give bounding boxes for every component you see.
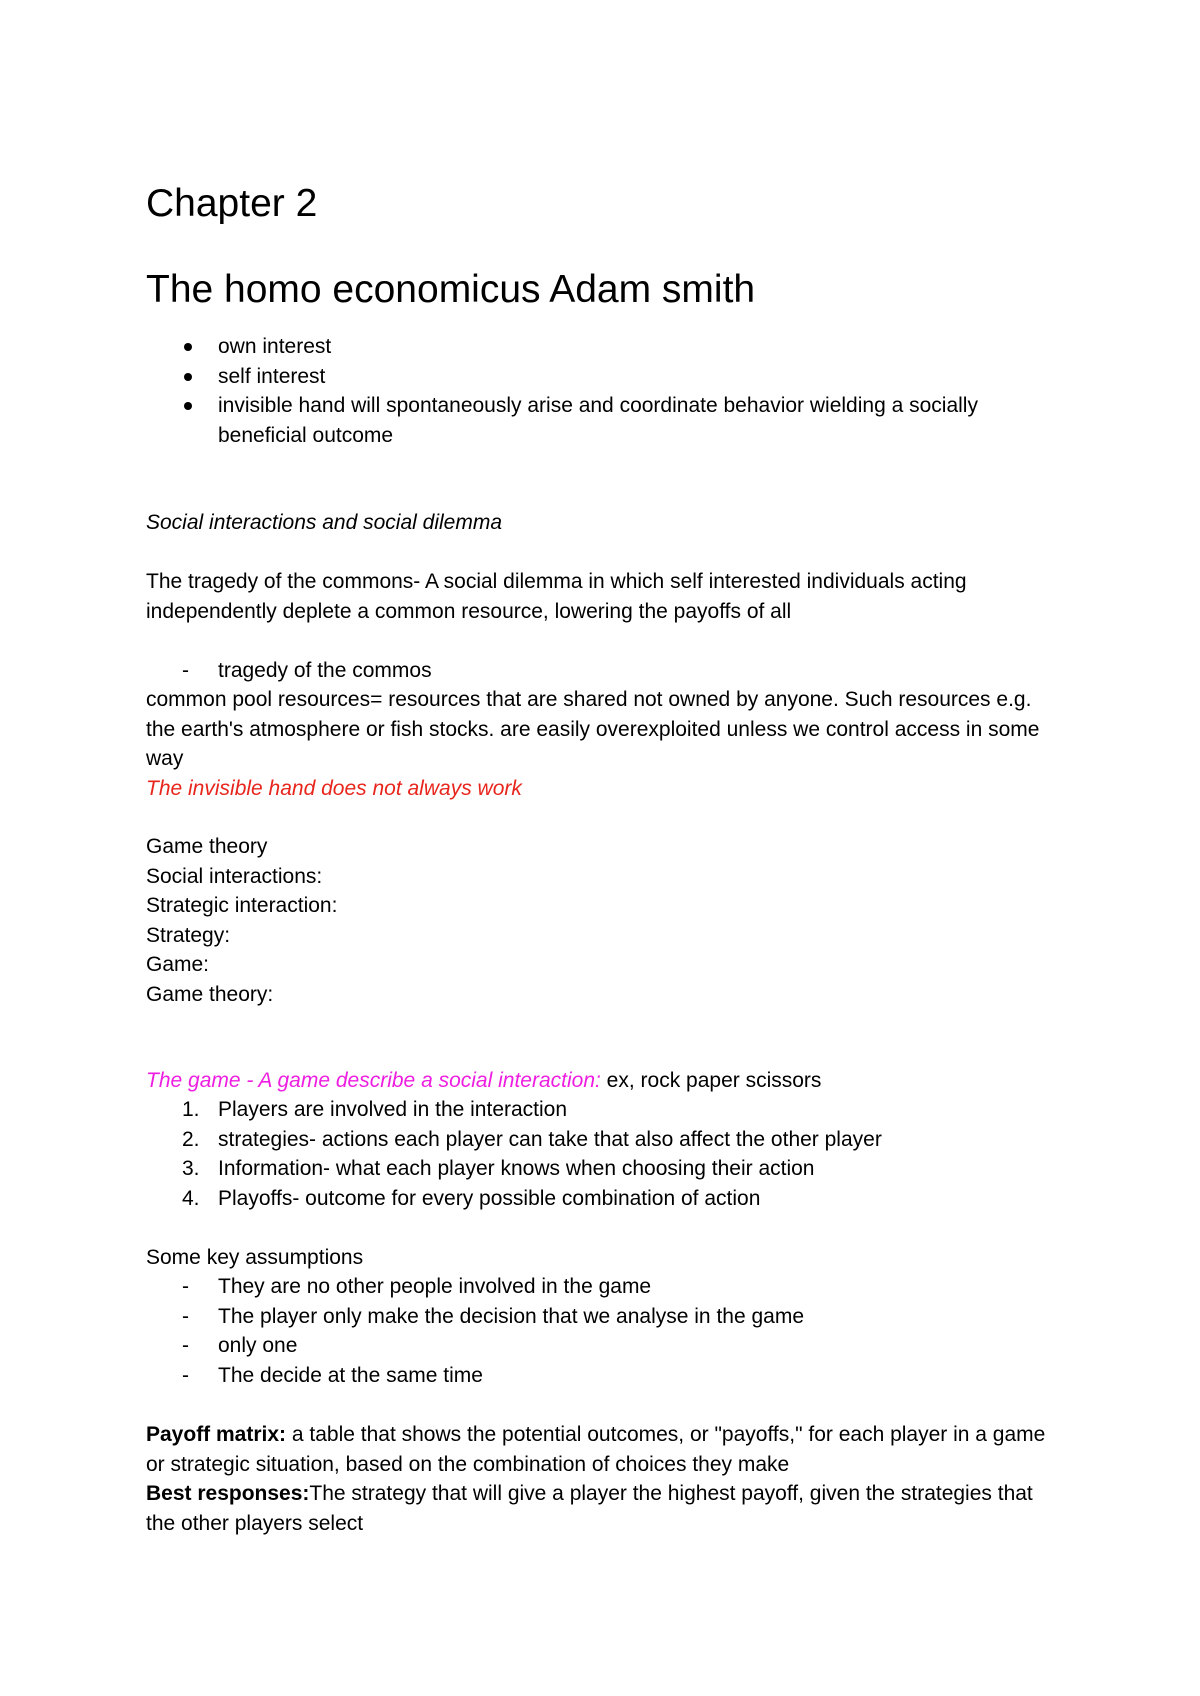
- dash-marker: -: [182, 1275, 189, 1298]
- section-heading-social: Social interactions and social dilemma: [146, 511, 503, 534]
- list-item: [146, 1154, 1066, 1184]
- number-marker: 2.: [182, 1127, 200, 1151]
- number-marker: 1.: [182, 1098, 200, 1121]
- list-item-text: strategies- actions each player can take that also affect the other player: [218, 1127, 882, 1151]
- list-item-text: tragedy of the commos: [218, 659, 432, 682]
- best-term: Best responses:: [146, 1482, 310, 1505]
- best-definition-text: The strategy that will give a player the highest payoff, given the strategies that the other players select: [146, 1482, 1033, 1535]
- list-item: [146, 332, 1066, 362]
- payoff-term: Payoff matrix:: [146, 1423, 287, 1446]
- list-item-text: invisible hand will spontaneously arise and coordinate behavior wielding a socially beneficial outcome: [218, 394, 978, 447]
- payoff-definition-text: a table that shows the potential outcomes, or "payoffs," for each player in a game or strategic situation, based on the combination of choices they make: [146, 1423, 1046, 1476]
- number-marker: 3.: [182, 1157, 200, 1180]
- list-item-text: self interest: [218, 364, 326, 388]
- intro-bullet-list: [146, 332, 1066, 450]
- game-heading: [146, 1066, 1066, 1096]
- list-item-text: only one: [218, 1334, 298, 1357]
- list-item: [146, 391, 1066, 450]
- list-item-text: Players are involved in the interaction: [218, 1098, 568, 1121]
- chapter-heading: Chapter 2: [146, 182, 318, 225]
- game-items-list: [146, 1095, 1066, 1213]
- common-pool-paragraph: common pool resources= resources that are shared not owned by anyone. Such resources e.g. the earth's atmosphere or fish stocks. are easily overexploited unless we control access in some way: [146, 688, 1040, 770]
- list-item: [146, 1361, 1066, 1391]
- list-item: [146, 1331, 1066, 1361]
- bullet-icon: [184, 402, 192, 410]
- invisible-hand-note: The invisible hand does not always work: [146, 777, 522, 800]
- term-line: Game theory:: [146, 982, 274, 1006]
- term-line: Game theory: [146, 835, 268, 858]
- list-item: [146, 1125, 1066, 1155]
- dash-marker: -: [182, 1334, 189, 1357]
- game-heading-colored: The game - A game describe a social interaction:: [146, 1069, 601, 1092]
- term-line: Strategic interaction:: [146, 894, 338, 917]
- tragedy-paragraph: The tragedy of the commons- A social dilemma in which self interested individuals acting independently deplete a common resource, lowering the payoffs of all: [146, 570, 967, 623]
- tragedy-dash-list: [146, 656, 1066, 686]
- number-marker: 4.: [182, 1186, 200, 1210]
- list-item: [146, 656, 1066, 686]
- terms-list: [146, 832, 1066, 1009]
- dash-marker: -: [182, 1304, 189, 1328]
- dash-marker: -: [182, 1363, 189, 1387]
- list-item: [146, 1302, 1066, 1332]
- list-item: [146, 1272, 1066, 1302]
- assumptions-list: [146, 1272, 1066, 1390]
- best-responses-definition: [146, 1479, 1066, 1538]
- list-item: [146, 1184, 1066, 1214]
- list-item: [146, 1095, 1066, 1125]
- list-item: [146, 362, 1066, 392]
- list-item-text: Playoffs- outcome for every possible combination of action: [218, 1186, 761, 1210]
- term-line: Social interactions:: [146, 864, 323, 888]
- bullet-icon: [184, 343, 192, 351]
- list-item-text: own interest: [218, 335, 332, 358]
- game-heading-rest: ex, rock paper scissors: [600, 1069, 822, 1092]
- dash-marker: -: [182, 659, 189, 682]
- bullet-icon: [184, 373, 192, 381]
- list-item-text: They are no other people involved in the game: [218, 1275, 652, 1298]
- list-item-text: The decide at the same time: [218, 1363, 483, 1387]
- assumptions-heading: Some key assumptions: [146, 1246, 364, 1269]
- term-line: Game:: [146, 953, 210, 976]
- payoff-matrix-definition: [146, 1420, 1066, 1479]
- list-item-text: Information- what each player knows when choosing their action: [218, 1157, 815, 1180]
- list-item-text: The player only make the decision that we analyse in the game: [218, 1304, 805, 1328]
- page-title: The homo economicus Adam smith: [146, 268, 756, 311]
- term-line: Strategy:: [146, 923, 231, 947]
